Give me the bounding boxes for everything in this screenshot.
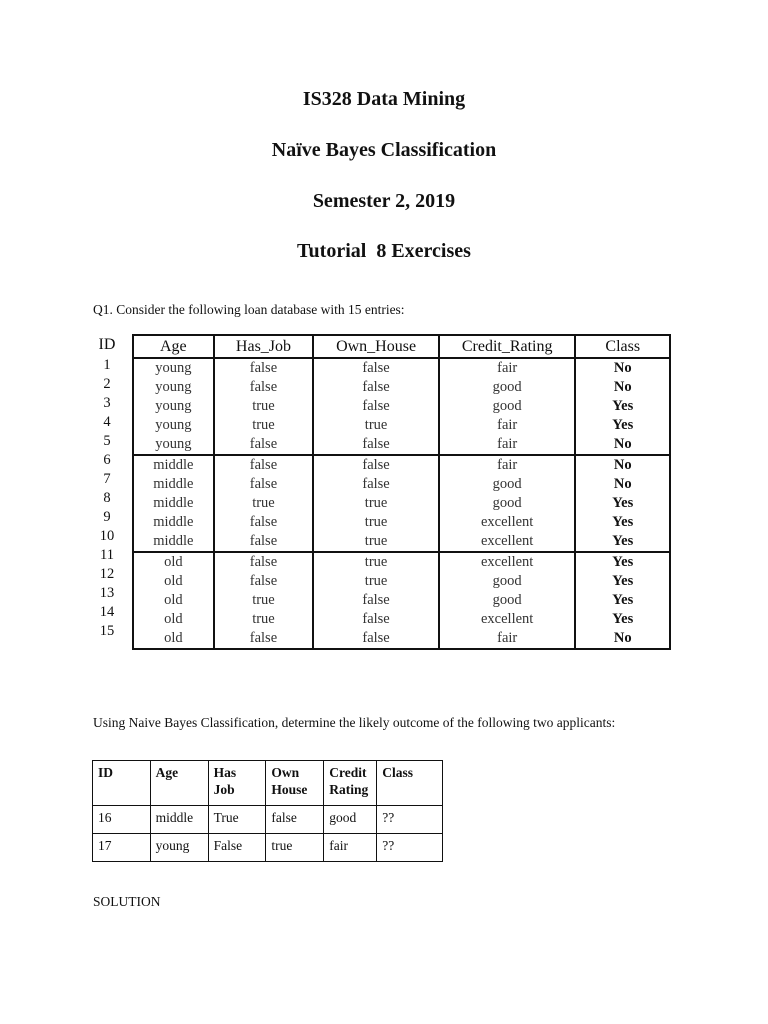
cell-own-house: false	[313, 610, 439, 629]
loan-id-column	[93, 356, 121, 641]
cell-class: Yes	[575, 513, 670, 532]
table-row	[133, 572, 670, 591]
cell-has-job: true	[214, 397, 314, 416]
loan-id: 5	[103, 433, 111, 449]
cell-has-job: false	[214, 435, 314, 455]
cell-class: No	[575, 435, 670, 455]
cell-own-house: true	[313, 572, 439, 591]
cell-credit-rating: excellent	[439, 532, 576, 552]
cell-id: 16	[93, 806, 151, 834]
cell-own-house: false	[313, 475, 439, 494]
applicants-table	[92, 760, 443, 862]
header-own-house: Own_House	[313, 335, 439, 358]
cell-class: Yes	[575, 610, 670, 629]
cell-age: young	[133, 378, 214, 397]
cell-has-job: true	[214, 494, 314, 513]
header-age: Age	[133, 335, 214, 358]
cell-own-house: false	[313, 358, 439, 378]
table-row	[93, 834, 443, 862]
cell-age: old	[133, 591, 214, 610]
loan-id: 3	[103, 395, 111, 411]
loan-id: 4	[103, 414, 111, 430]
table-row	[133, 552, 670, 572]
course-title: IS328 Data Mining	[302, 88, 466, 110]
table-row	[93, 806, 443, 834]
cell-has-job: true	[214, 610, 314, 629]
semester-title: Semester 2, 2019	[312, 190, 456, 212]
cell-has-job: true	[214, 591, 314, 610]
cell-age: old	[133, 572, 214, 591]
loan-id: 9	[103, 509, 111, 525]
header-has-job: Has_Job	[214, 335, 314, 358]
instruction-text: Using Naive Bayes Classification, determine the likely outcome of the following two applicants:	[93, 715, 616, 730]
cell-own-house: true	[266, 834, 324, 862]
table-row	[133, 532, 670, 552]
cell-credit-rating: excellent	[439, 513, 576, 532]
table-row	[133, 455, 670, 475]
cell-credit-rating: fair	[439, 455, 576, 475]
topic-title: Naïve Bayes Classification	[271, 139, 497, 161]
loan-table-header	[133, 335, 670, 358]
cell-credit-rating: fair	[439, 416, 576, 435]
cell-age: young	[133, 358, 214, 378]
loan-id: 13	[99, 585, 115, 601]
loan-id: 14	[99, 604, 115, 620]
table-row	[133, 435, 670, 455]
cell-age: young	[133, 435, 214, 455]
cell-credit-rating: excellent	[439, 552, 576, 572]
cell-class: Yes	[575, 572, 670, 591]
cell-has-job: false	[214, 532, 314, 552]
cell-credit-rating: fair	[324, 834, 377, 862]
table-row	[133, 610, 670, 629]
cell-age: young	[133, 416, 214, 435]
cell-id: 17	[93, 834, 151, 862]
loan-id: 2	[103, 376, 111, 392]
header-own-house: Own House	[266, 761, 324, 806]
cell-own-house: false	[313, 629, 439, 649]
table-row	[133, 475, 670, 494]
cell-class: Yes	[575, 416, 670, 435]
loan-id: 7	[103, 471, 111, 487]
cell-own-house: false	[313, 591, 439, 610]
cell-class: No	[575, 378, 670, 397]
cell-has-job: false	[214, 475, 314, 494]
loan-id: 1	[103, 357, 111, 373]
cell-own-house: true	[313, 552, 439, 572]
cell-class: No	[575, 629, 670, 649]
table-row	[133, 494, 670, 513]
cell-own-house: true	[313, 532, 439, 552]
cell-age: middle	[133, 532, 214, 552]
loan-id: 12	[99, 566, 115, 582]
cell-age: young	[133, 397, 214, 416]
cell-class: No	[575, 455, 670, 475]
cell-own-house: true	[313, 494, 439, 513]
cell-class: Yes	[575, 591, 670, 610]
cell-has-job: False	[208, 834, 266, 862]
cell-class: Yes	[575, 397, 670, 416]
cell-credit-rating: fair	[439, 358, 576, 378]
table-row	[133, 513, 670, 532]
cell-age: middle	[133, 513, 214, 532]
table-row	[133, 591, 670, 610]
cell-age: old	[133, 610, 214, 629]
table-row	[133, 358, 670, 378]
cell-age: old	[133, 552, 214, 572]
question-text: Q1. Consider the following loan database with 15 entries:	[93, 302, 405, 317]
header-credit-rating: Credit Rating	[324, 761, 377, 806]
table-row	[133, 416, 670, 435]
loan-id: 10	[99, 528, 115, 544]
header-id: ID	[93, 761, 151, 806]
cell-age: old	[133, 629, 214, 649]
cell-own-house: true	[313, 416, 439, 435]
loan-id: 15	[99, 623, 115, 639]
table-row	[133, 378, 670, 397]
loan-id: 11	[100, 547, 114, 563]
cell-credit-rating: good	[439, 378, 576, 397]
cell-has-job: false	[214, 629, 314, 649]
cell-credit-rating: good	[439, 591, 576, 610]
applicants-header	[93, 761, 443, 806]
cell-own-house: false	[313, 397, 439, 416]
cell-credit-rating: good	[439, 397, 576, 416]
cell-class: No	[575, 358, 670, 378]
cell-credit-rating: fair	[439, 629, 576, 649]
solution-label: SOLUTION	[93, 894, 161, 909]
cell-own-house: false	[313, 435, 439, 455]
table-row	[133, 397, 670, 416]
cell-class: Yes	[575, 532, 670, 552]
cell-has-job: false	[214, 378, 314, 397]
loan-id: 8	[103, 490, 111, 506]
cell-class: Yes	[575, 552, 670, 572]
cell-has-job: false	[214, 552, 314, 572]
cell-own-house: true	[313, 513, 439, 532]
cell-class: ??	[377, 834, 443, 862]
loan-id-header: ID	[98, 336, 116, 353]
loan-id: 6	[103, 452, 111, 468]
cell-own-house: false	[313, 455, 439, 475]
cell-class: No	[575, 475, 670, 494]
cell-has-job: True	[208, 806, 266, 834]
header-age: Age	[150, 761, 208, 806]
cell-class: Yes	[575, 494, 670, 513]
header-has-job: Has Job	[208, 761, 266, 806]
cell-credit-rating: good	[439, 475, 576, 494]
table-row	[133, 629, 670, 649]
cell-has-job: false	[214, 513, 314, 532]
cell-has-job: true	[214, 416, 314, 435]
cell-has-job: false	[214, 572, 314, 591]
cell-credit-rating: excellent	[439, 610, 576, 629]
header-credit-rating: Credit_Rating	[439, 335, 576, 358]
cell-own-house: false	[313, 378, 439, 397]
loan-database-table	[132, 334, 671, 650]
cell-age: young	[150, 834, 208, 862]
cell-credit-rating: good	[324, 806, 377, 834]
cell-credit-rating: good	[439, 494, 576, 513]
cell-has-job: false	[214, 358, 314, 378]
header-class: Class	[377, 761, 443, 806]
cell-credit-rating: fair	[439, 435, 576, 455]
cell-age: middle	[133, 455, 214, 475]
tutorial-title: Tutorial 8 Exercises	[297, 240, 471, 262]
header-class: Class	[575, 335, 670, 358]
cell-own-house: false	[266, 806, 324, 834]
cell-age: middle	[133, 475, 214, 494]
cell-class: ??	[377, 806, 443, 834]
cell-age: middle	[133, 494, 214, 513]
cell-age: middle	[150, 806, 208, 834]
cell-credit-rating: good	[439, 572, 576, 591]
cell-has-job: false	[214, 455, 314, 475]
